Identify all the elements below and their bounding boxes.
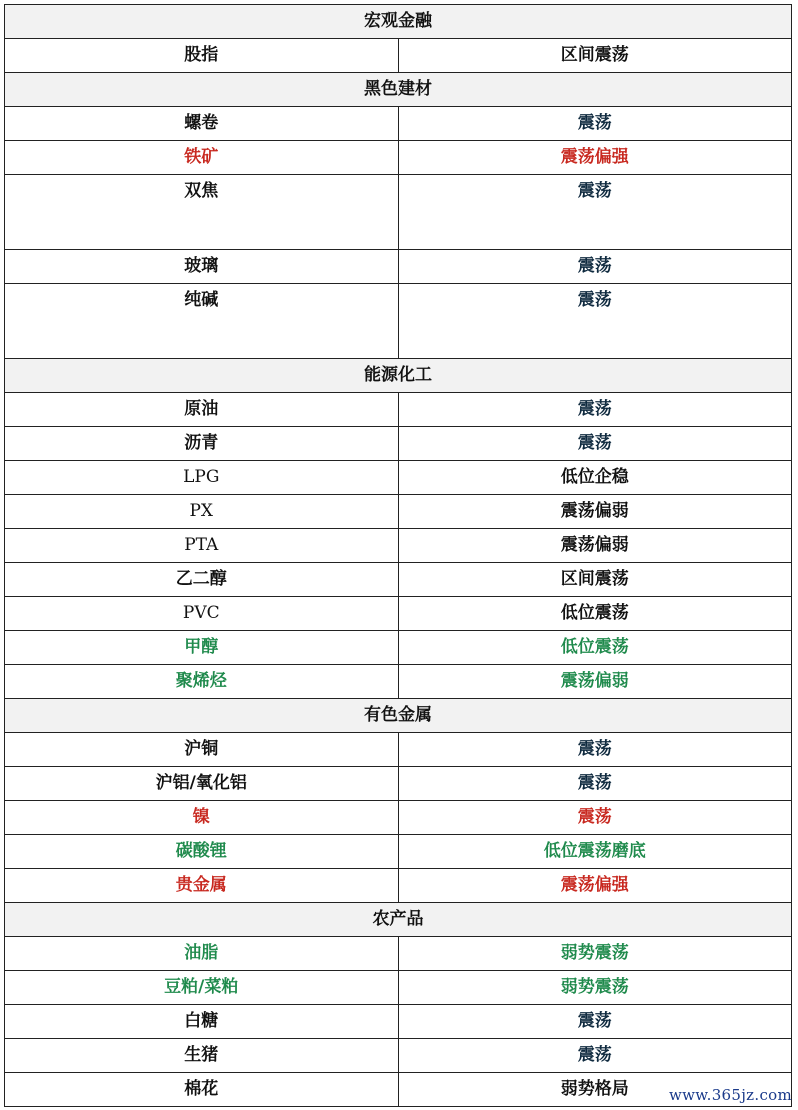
- outlook-value: 低位企稳: [398, 461, 792, 495]
- table-row: [5, 529, 792, 563]
- table-row: [5, 1005, 792, 1039]
- table-body: [5, 5, 792, 1107]
- table-row: [5, 461, 792, 495]
- outlook-value: 弱势震荡: [398, 937, 792, 971]
- commodity-name: 碳酸锂: [5, 835, 399, 869]
- commodity-name: 生猪: [5, 1039, 399, 1073]
- commodity-name: 双焦: [5, 175, 399, 250]
- commodity-name: 甲醇: [5, 631, 399, 665]
- outlook-value: 低位震荡磨底: [398, 835, 792, 869]
- table-row: [5, 937, 792, 971]
- section-header-row: [5, 73, 792, 107]
- table-row: [5, 563, 792, 597]
- section-title: 有色金属: [5, 699, 792, 733]
- table-row: [5, 427, 792, 461]
- section-title: 农产品: [5, 903, 792, 937]
- commodity-name: PVC: [5, 597, 399, 631]
- table-row: [5, 250, 792, 284]
- table-row: [5, 495, 792, 529]
- table-row: [5, 801, 792, 835]
- table-row: [5, 107, 792, 141]
- table-row: [5, 393, 792, 427]
- section-header-row: [5, 5, 792, 39]
- outlook-value: 震荡: [398, 427, 792, 461]
- commodity-name: 沪铝/氧化铝: [5, 767, 399, 801]
- table-row: [5, 869, 792, 903]
- section-header-row: [5, 359, 792, 393]
- outlook-value: 弱势震荡: [398, 971, 792, 1005]
- commodity-name: 螺卷: [5, 107, 399, 141]
- commodity-name: LPG: [5, 461, 399, 495]
- commodity-name: 贵金属: [5, 869, 399, 903]
- table-row: [5, 284, 792, 359]
- outlook-value: 弱势格局: [398, 1073, 792, 1107]
- table-row: [5, 631, 792, 665]
- section-title: 黑色建材: [5, 73, 792, 107]
- table-row: [5, 141, 792, 175]
- outlook-value: 震荡: [398, 767, 792, 801]
- outlook-value: 震荡: [398, 801, 792, 835]
- outlook-value: 震荡偏弱: [398, 529, 792, 563]
- commodity-name: 沥青: [5, 427, 399, 461]
- outlook-value: 震荡: [398, 250, 792, 284]
- commodity-name: 玻璃: [5, 250, 399, 284]
- commodity-name: 沪铜: [5, 733, 399, 767]
- table-row: [5, 597, 792, 631]
- outlook-value: 震荡: [398, 733, 792, 767]
- section-header-row: [5, 699, 792, 733]
- outlook-value: 震荡偏弱: [398, 665, 792, 699]
- table-row: [5, 39, 792, 73]
- outlook-value: 震荡: [398, 107, 792, 141]
- outlook-value: 震荡: [398, 284, 792, 359]
- commodity-name: 白糖: [5, 1005, 399, 1039]
- table-row: [5, 767, 792, 801]
- table-row: [5, 1039, 792, 1073]
- outlook-value: 震荡: [398, 1005, 792, 1039]
- commodity-name: PX: [5, 495, 399, 529]
- watermark: www.365jz.com: [668, 1086, 792, 1104]
- outlook-value: 低位震荡: [398, 597, 792, 631]
- commodity-name: 聚烯烃: [5, 665, 399, 699]
- section-header-row: [5, 903, 792, 937]
- commodity-name: 棉花: [5, 1073, 399, 1107]
- commodity-name: 纯碱: [5, 284, 399, 359]
- commodity-name: PTA: [5, 529, 399, 563]
- outlook-value: 震荡偏强: [398, 869, 792, 903]
- outlook-value: 震荡: [398, 393, 792, 427]
- table-row: [5, 733, 792, 767]
- commodity-name: 油脂: [5, 937, 399, 971]
- futures-outlook-table: [4, 4, 792, 1107]
- table-row: [5, 665, 792, 699]
- outlook-value: 震荡偏弱: [398, 495, 792, 529]
- outlook-value: 震荡: [398, 175, 792, 250]
- table-row: [5, 971, 792, 1005]
- outlook-value: 震荡: [398, 1039, 792, 1073]
- commodity-name: 豆粕/菜粕: [5, 971, 399, 1005]
- commodity-name: 乙二醇: [5, 563, 399, 597]
- commodity-name: 原油: [5, 393, 399, 427]
- commodity-name: 股指: [5, 39, 399, 73]
- outlook-value: 区间震荡: [398, 563, 792, 597]
- commodity-name: 镍: [5, 801, 399, 835]
- outlook-value: 震荡偏强: [398, 141, 792, 175]
- outlook-value: 区间震荡: [398, 39, 792, 73]
- outlook-value: 低位震荡: [398, 631, 792, 665]
- section-title: 能源化工: [5, 359, 792, 393]
- commodity-name: 铁矿: [5, 141, 399, 175]
- table-row: [5, 175, 792, 250]
- section-title: 宏观金融: [5, 5, 792, 39]
- table-row: [5, 835, 792, 869]
